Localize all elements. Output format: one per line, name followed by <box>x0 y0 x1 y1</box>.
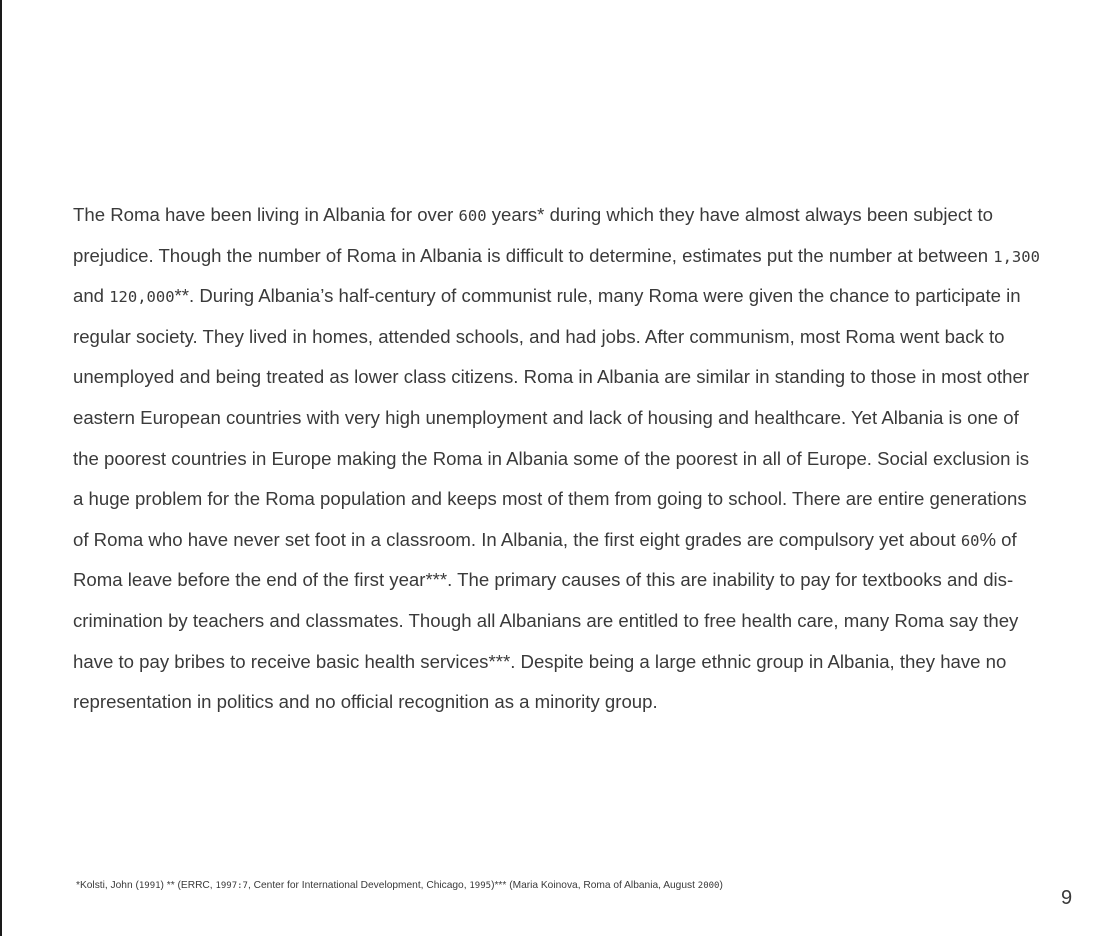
text-line: a huge problem for the Roma population and keeps most of them from going to school. There are entire generations <box>73 488 1027 510</box>
binding-edge <box>0 0 2 936</box>
text-line: The Roma have been living in Albania for over 600 years* during which they have almost always been subject to <box>73 204 993 225</box>
text-line: and 120,000**. During Albania’s half-century of communist rule, many Roma were given the chance to participate in <box>73 285 1021 307</box>
text-line: prejudice. Though the number of Roma in Albania is difficult to determine, estimates put the number at between 1,300 <box>73 244 1040 266</box>
text-line: Roma leave before the end of the first year***. The primary causes of this are inability to pay for textbooks and dis- <box>73 569 1014 591</box>
footnote-citations: *Kolsti, John (1991) ** (ERRC, 1997:7, Center for International Development, Chicago, 1995)*** (Maria Koinova, Roma of Albania, August 2000) <box>76 880 723 891</box>
page-number: 9 <box>1061 887 1073 909</box>
text-line: of Roma who have never set foot in a classroom. In Albania, the first eight grades are compulsory yet about 60% of <box>73 528 1017 550</box>
body-paragraph <box>73 195 1088 723</box>
text-line: the poorest countries in Europe making the Roma in Albania some of the poorest in all of Europe. Social exclusion is <box>73 447 1030 469</box>
text-line: have to pay bribes to receive basic health services***. Despite being a large ethnic group in Albania, they have no <box>73 650 1007 672</box>
text-line: eastern European countries with very high unemployment and lack of housing and healthcare. Yet Albania is one of <box>73 406 1019 428</box>
text-line: crimination by teachers and classmates. Though all Albanians are entitled to free health care, many Roma say they <box>73 609 1019 631</box>
text-line: regular society. They lived in homes, attended schools, and had jobs. After communism, most Roma went back to <box>73 325 1005 347</box>
text-line: unemployed and being treated as lower class citizens. Roma in Albania are similar in standing to those in most other <box>73 366 1030 388</box>
text-line: representation in politics and no official recognition as a minority group. <box>73 691 658 713</box>
